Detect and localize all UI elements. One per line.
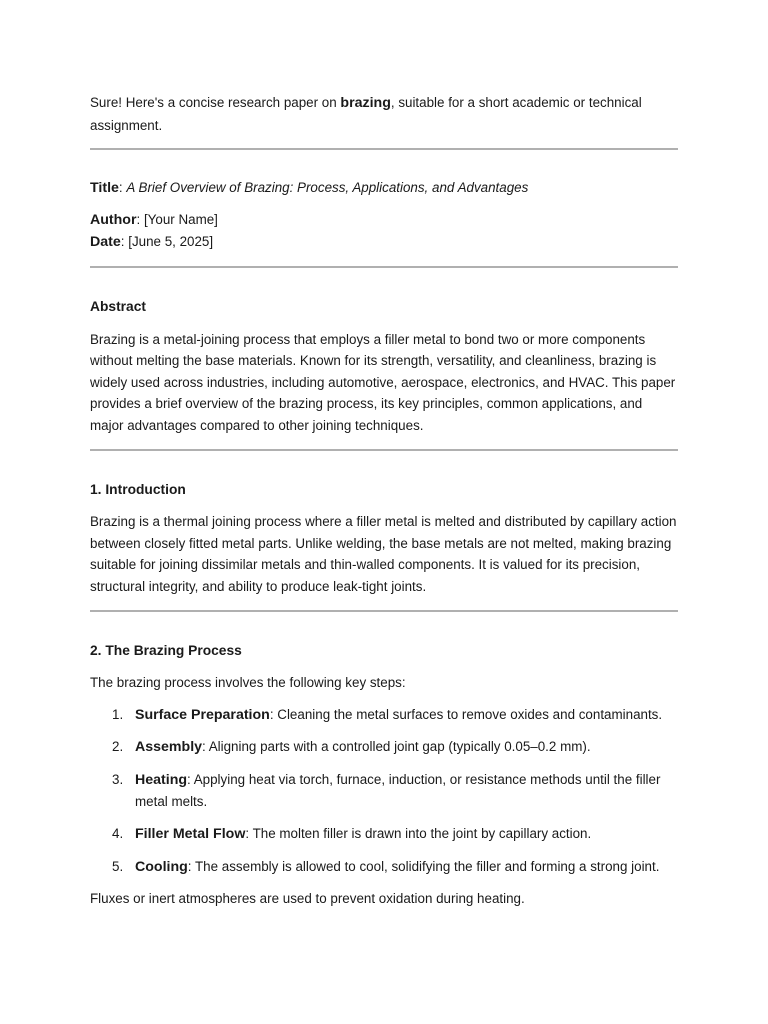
list-item-number: 3.	[112, 771, 124, 787]
divider	[90, 148, 678, 150]
divider	[90, 449, 678, 451]
process-steps-list	[90, 704, 678, 879]
step-term: Assembly	[135, 739, 203, 756]
abstract-heading: Abstract	[90, 298, 146, 314]
process-heading: 2. The Brazing Process	[90, 642, 242, 658]
introduction-heading: 1. Introduction	[90, 481, 186, 497]
title-value: A Brief Overview of Brazing: Process, Applications, and Advantages	[126, 180, 529, 196]
list-item-number: 5.	[112, 858, 124, 874]
divider	[90, 610, 678, 612]
step-description: : The assembly is allowed to cool, solidifying the filler and forming a strong joint.	[187, 858, 660, 874]
abstract-body: Brazing is a metal-joining process that employs a filler metal to bond two or more components without melting the base materials. Known for its strength, versatility, and cleanliness, brazing is widely used across industries, including automotive, aerospace, electronics, and HVAC. This paper provides a brief overview of the brazing process, its key principles, common applications, and major advantages compared to other joining techniques.	[90, 331, 676, 433]
divider	[90, 266, 678, 268]
list-item-number: 4.	[112, 826, 124, 842]
document-page	[90, 92, 678, 910]
list-item	[90, 736, 678, 759]
list-item	[90, 823, 678, 846]
step-description: : Applying heat via torch, furnace, induction, or resistance methods until the filler metal melts.	[135, 771, 661, 810]
title-line: Title: A Brief Overview of Brazing: Process, Applications, and Advantages	[90, 180, 529, 197]
date-line: Date: [June 5, 2025]	[90, 234, 214, 251]
step-description: : Cleaning the metal surfaces to remove oxides and contaminants.	[269, 706, 663, 722]
intro-suffix: , suitable for a short academic or technical assignment.	[90, 95, 642, 133]
author-line: Author: [Your Name]	[90, 211, 218, 228]
step-term: Surface Preparation	[135, 706, 270, 723]
step-term: Filler Metal Flow	[135, 826, 246, 843]
intro-paragraph	[90, 92, 678, 136]
date-label: Date	[90, 234, 121, 251]
title-label: Title	[90, 180, 119, 197]
step-description: : Aligning parts with a controlled joint gap (typically 0.05–0.2 mm).	[202, 739, 591, 755]
list-item-number: 2.	[112, 739, 124, 755]
date-value: [June 5, 2025]	[128, 234, 214, 250]
list-item-number: 1.	[112, 706, 124, 722]
step-term: Cooling	[135, 858, 188, 875]
step-description: : The molten filler is drawn into the joint by capillary action.	[245, 826, 592, 842]
list-item	[90, 704, 678, 727]
process-lead: The brazing process involves the following key steps:	[90, 675, 406, 691]
author-value: [Your Name]	[143, 211, 218, 227]
intro-prefix: Sure! Here's a concise research paper on	[90, 95, 341, 110]
introduction-body: Brazing is a thermal joining process where a filler metal is melted and distributed by capillary action between closely fitted metal parts. Unlike welding, the base metals are not melted, making brazing suitable for joining dissimilar metals and thin-walled components. It is valued for its precision, structural integrity, and ability to produce leak-tight joints.	[90, 514, 677, 594]
process-note: Fluxes or inert atmospheres are used to prevent oxidation during heating.	[90, 891, 525, 907]
list-item	[90, 856, 678, 879]
author-label: Author	[90, 211, 137, 228]
list-item	[90, 769, 678, 813]
intro-keyword: brazing	[340, 95, 391, 111]
step-term: Heating	[135, 771, 188, 788]
